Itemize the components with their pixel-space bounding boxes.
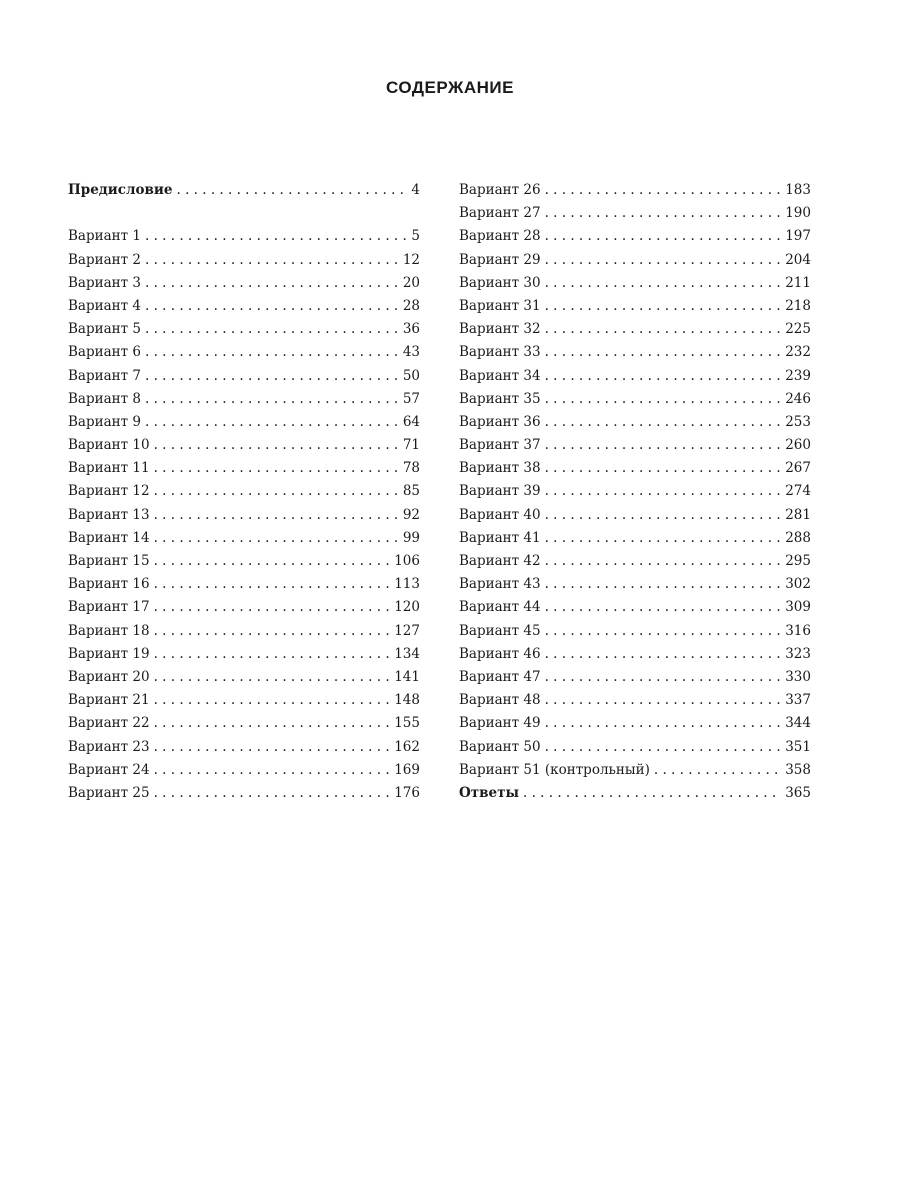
toc-entry[interactable] [459, 669, 811, 692]
toc-entry-label: Вариант 49 [459, 715, 541, 732]
toc-entry-page: 134 [394, 645, 420, 662]
toc-entry-page: 162 [394, 738, 420, 755]
dot-leader [545, 344, 782, 360]
toc-entry-label: Вариант 48 [459, 692, 541, 709]
toc-entry-preface[interactable] [68, 182, 420, 205]
toc-entry-page: 204 [785, 251, 811, 268]
toc-entry-label: Вариант 50 [459, 738, 541, 755]
toc-entry-page: 148 [394, 692, 420, 709]
dot-leader [545, 530, 782, 546]
toc-entry-label: Вариант 36 [459, 413, 541, 430]
toc-entry[interactable] [68, 344, 420, 367]
dot-leader [154, 715, 391, 731]
toc-entry-page: 274 [785, 483, 811, 500]
dot-leader [154, 692, 391, 708]
toc-entry-label: Вариант 29 [459, 251, 541, 268]
toc-entry[interactable] [68, 762, 420, 785]
dot-leader [154, 530, 399, 546]
toc-entry[interactable] [459, 762, 811, 785]
toc-entry[interactable] [459, 368, 811, 391]
toc-entry[interactable] [459, 414, 811, 437]
toc-entry-page: 43 [402, 344, 420, 361]
dot-leader [154, 599, 391, 615]
toc-entry-label: Вариант 37 [459, 437, 541, 454]
toc-entry[interactable] [459, 739, 811, 762]
toc-entry-page: 197 [785, 228, 811, 245]
toc-entry[interactable] [68, 460, 420, 483]
toc-entry[interactable] [68, 692, 420, 715]
toc-entry[interactable] [459, 252, 811, 275]
toc-entry[interactable] [68, 646, 420, 669]
toc-entry-page: 28 [402, 297, 420, 314]
toc-entry-label: Вариант 39 [459, 483, 541, 500]
dot-leader [154, 483, 399, 499]
dot-leader [154, 623, 391, 639]
toc-entry[interactable] [68, 483, 420, 506]
toc-entry[interactable] [459, 275, 811, 298]
dot-leader [545, 507, 782, 523]
dot-leader [154, 669, 391, 685]
toc-entry-page: 57 [402, 390, 420, 407]
toc-entry-label: Вариант 41 [459, 529, 541, 546]
toc-entry-answers[interactable] [459, 785, 811, 808]
toc-entry-label: Вариант 40 [459, 506, 541, 523]
toc-entry-label: Вариант 14 [68, 529, 150, 546]
toc-entry-page: 316 [785, 622, 811, 639]
toc-entry-page: 323 [785, 645, 811, 662]
toc-entry-label: Вариант 1 [68, 228, 142, 245]
dot-leader [545, 205, 782, 221]
toc-entry-page: 232 [785, 344, 811, 361]
toc-entry[interactable] [459, 391, 811, 414]
dot-leader [154, 739, 391, 755]
toc-entry-label: Предисловие [68, 182, 173, 198]
dot-leader [545, 623, 782, 639]
toc-entry[interactable] [459, 483, 811, 506]
toc-entry-page: 309 [785, 599, 811, 616]
toc-entry[interactable] [459, 460, 811, 483]
toc-entry[interactable] [459, 182, 811, 205]
toc-entry-label: Вариант 31 [459, 297, 541, 314]
toc-entry-label: Вариант 45 [459, 622, 541, 639]
toc-entry-label: Вариант 13 [68, 506, 150, 523]
dot-leader [545, 414, 782, 430]
dot-leader [145, 368, 399, 384]
dot-leader [145, 414, 399, 430]
toc-entry-label: Вариант 47 [459, 668, 541, 685]
toc-entry-page: 176 [394, 784, 420, 801]
toc-entry[interactable] [68, 530, 420, 553]
toc-entry-page: 295 [785, 553, 811, 569]
toc-entry-label: Вариант 4 [68, 297, 142, 314]
dot-leader [154, 762, 391, 778]
toc-entry[interactable] [68, 553, 420, 576]
toc-entry-page: 302 [785, 576, 811, 593]
dot-leader [177, 182, 408, 198]
toc-entry-label: Вариант 33 [459, 344, 541, 361]
dot-leader [545, 599, 782, 615]
toc-entry[interactable] [459, 646, 811, 669]
toc-entry[interactable] [459, 321, 811, 344]
dot-leader [545, 553, 782, 569]
toc-entry[interactable] [68, 785, 420, 808]
toc-entry[interactable] [459, 205, 811, 228]
toc-entry-page: 36 [402, 321, 420, 338]
toc-entry-page: 50 [402, 367, 420, 384]
toc-entry-page: 169 [394, 761, 420, 778]
dot-leader [154, 646, 391, 662]
toc-entry-page: 365 [785, 784, 811, 801]
toc-entry-label: Вариант 44 [459, 599, 541, 616]
toc-entry-page: 183 [785, 182, 811, 198]
toc-entry-label: Вариант 5 [68, 321, 142, 338]
toc-entry[interactable] [68, 414, 420, 437]
toc-entry[interactable] [459, 692, 811, 715]
toc-entry[interactable] [68, 298, 420, 321]
toc-entry-label: Вариант 22 [68, 715, 150, 732]
toc-entry-label: Вариант 26 [459, 182, 541, 198]
dot-leader [145, 275, 399, 291]
toc-entry-page: 344 [785, 715, 811, 732]
toc-entry-page: 218 [785, 297, 811, 314]
toc-entry-label: Вариант 18 [68, 622, 150, 639]
toc-entry-label: Вариант 9 [68, 413, 142, 430]
toc-entry-page: 20 [402, 274, 420, 291]
toc-entry-page: 281 [785, 506, 811, 523]
dot-leader [545, 321, 782, 337]
toc-entry-label: Вариант 7 [68, 367, 142, 384]
toc-entry-label: Вариант 6 [68, 344, 142, 361]
toc-entry-label: Вариант 38 [459, 460, 541, 477]
toc-entry-label: Вариант 3 [68, 274, 142, 291]
toc-entry[interactable] [68, 623, 420, 646]
toc-entry[interactable] [459, 576, 811, 599]
dot-leader [545, 715, 782, 731]
toc-entry[interactable] [68, 252, 420, 275]
toc-entry-page: 239 [785, 367, 811, 384]
dot-leader [145, 321, 399, 337]
toc-entry-label: Вариант 25 [68, 784, 150, 801]
dot-leader [545, 460, 782, 476]
toc-entry-page: 260 [785, 437, 811, 454]
toc-entry[interactable] [459, 599, 811, 622]
toc-entry-page: 78 [402, 460, 420, 477]
toc-entry-page: 225 [785, 321, 811, 338]
dot-leader [145, 252, 399, 268]
dot-leader [545, 391, 782, 407]
toc-entry-page: 337 [785, 692, 811, 709]
dot-leader [545, 483, 782, 499]
toc-entry-page: 71 [402, 437, 420, 454]
dot-leader [545, 646, 782, 662]
toc-entry-page: 113 [394, 576, 420, 593]
toc-entry[interactable] [68, 669, 420, 692]
toc-right-column [459, 182, 811, 808]
toc-entry-page: 64 [402, 413, 420, 430]
dot-leader [545, 669, 782, 685]
toc-entry[interactable] [459, 715, 811, 738]
toc-entry-label: Вариант 46 [459, 645, 541, 662]
toc-entry[interactable] [68, 576, 420, 599]
toc-entry-label: Вариант 15 [68, 553, 150, 569]
toc-entry-page: 4 [411, 182, 420, 198]
toc-entry-label: Вариант 21 [68, 692, 150, 709]
toc-entry-label: Вариант 16 [68, 576, 150, 593]
dot-leader [545, 182, 782, 198]
dot-leader [545, 275, 782, 291]
toc-entry-label: Вариант 35 [459, 390, 541, 407]
dot-leader [545, 368, 782, 384]
toc-entry-label: Вариант 8 [68, 390, 142, 407]
dot-leader [545, 692, 782, 708]
toc-entry-label: Вариант 24 [68, 761, 150, 778]
toc-entry-label: Вариант 42 [459, 553, 541, 569]
toc-entry-page: 92 [402, 506, 420, 523]
dot-leader [523, 785, 781, 801]
toc-entry[interactable] [68, 739, 420, 762]
toc-entry-page: 5 [411, 228, 420, 245]
toc-entry-page: 155 [394, 715, 420, 732]
dot-leader [154, 553, 391, 569]
toc-entry-page: 106 [394, 553, 420, 569]
dot-leader [154, 437, 399, 453]
toc-left-entries [68, 228, 420, 808]
toc-entry[interactable] [459, 344, 811, 367]
toc-entry-label: Вариант 2 [68, 251, 142, 268]
toc-entry[interactable] [68, 275, 420, 298]
toc-entry-page: 358 [785, 761, 811, 778]
toc-entry[interactable] [459, 530, 811, 553]
toc-entry-page: 141 [394, 668, 420, 685]
toc-entry-label: Вариант 28 [459, 228, 541, 245]
toc-entry-page: 288 [785, 529, 811, 546]
dot-leader [545, 252, 782, 268]
toc-entry-label: Вариант 32 [459, 321, 541, 338]
toc-entry-page: 127 [394, 622, 420, 639]
toc-entry-page: 120 [394, 599, 420, 616]
toc-entry-page: 12 [402, 251, 420, 268]
toc-entry-label: Вариант 17 [68, 599, 150, 616]
dot-leader [545, 228, 782, 244]
dot-leader [154, 785, 391, 801]
dot-leader [145, 391, 399, 407]
toc-entry-label: Вариант 10 [68, 437, 150, 454]
dot-leader [154, 576, 391, 592]
toc-entry-label: Ответы [459, 784, 519, 801]
toc-entry[interactable] [68, 368, 420, 391]
toc-entry[interactable] [459, 437, 811, 460]
toc-entry-label: Вариант 20 [68, 668, 150, 685]
dot-leader [545, 739, 782, 755]
toc-entry[interactable] [68, 228, 420, 251]
toc-entry[interactable] [68, 391, 420, 414]
dot-leader [154, 507, 399, 523]
toc-entry-page: 267 [785, 460, 811, 477]
toc-entry[interactable] [459, 507, 811, 530]
toc-entry[interactable] [68, 599, 420, 622]
dot-leader [154, 460, 399, 476]
toc-entry-label: Вариант 34 [459, 367, 541, 384]
toc-entry[interactable] [68, 507, 420, 530]
toc-entry-label: Вариант 11 [68, 460, 150, 477]
dot-leader [545, 576, 782, 592]
toc-entry[interactable] [68, 437, 420, 460]
toc-entry[interactable] [459, 623, 811, 646]
toc-entry-page: 190 [785, 205, 811, 222]
dot-leader [145, 344, 399, 360]
page-title: СОДЕРЖАНИЕ [386, 78, 514, 97]
toc-left-column [68, 182, 420, 808]
toc-entry[interactable] [68, 321, 420, 344]
toc-entry-label: Вариант 12 [68, 483, 150, 500]
toc-entry[interactable] [459, 298, 811, 321]
toc-right-entries [459, 182, 811, 785]
toc-spacer [68, 205, 420, 228]
dot-leader [545, 437, 782, 453]
toc-entry-label: Вариант 51 (контрольный) [459, 761, 650, 778]
toc-entry[interactable] [459, 228, 811, 251]
dot-leader [145, 298, 399, 314]
toc-entry-page: 351 [785, 738, 811, 755]
toc-entry-page: 330 [785, 668, 811, 685]
toc-entry-page: 253 [785, 413, 811, 430]
toc-entry[interactable] [459, 553, 811, 576]
dot-leader [654, 762, 781, 778]
toc-entry-page: 246 [785, 390, 811, 407]
toc-entry-label: Вариант 43 [459, 576, 541, 593]
toc-entry-label: Вариант 27 [459, 205, 541, 222]
toc-entry-label: Вариант 30 [459, 274, 541, 291]
toc-entry-page: 85 [402, 483, 420, 500]
toc-entry-label: Вариант 19 [68, 645, 150, 662]
toc-entry-page: 211 [785, 274, 811, 291]
toc-entry[interactable] [68, 715, 420, 738]
toc-entry-page: 99 [402, 529, 420, 546]
dot-leader [545, 298, 782, 314]
toc-entry-label: Вариант 23 [68, 738, 150, 755]
dot-leader [145, 228, 407, 244]
